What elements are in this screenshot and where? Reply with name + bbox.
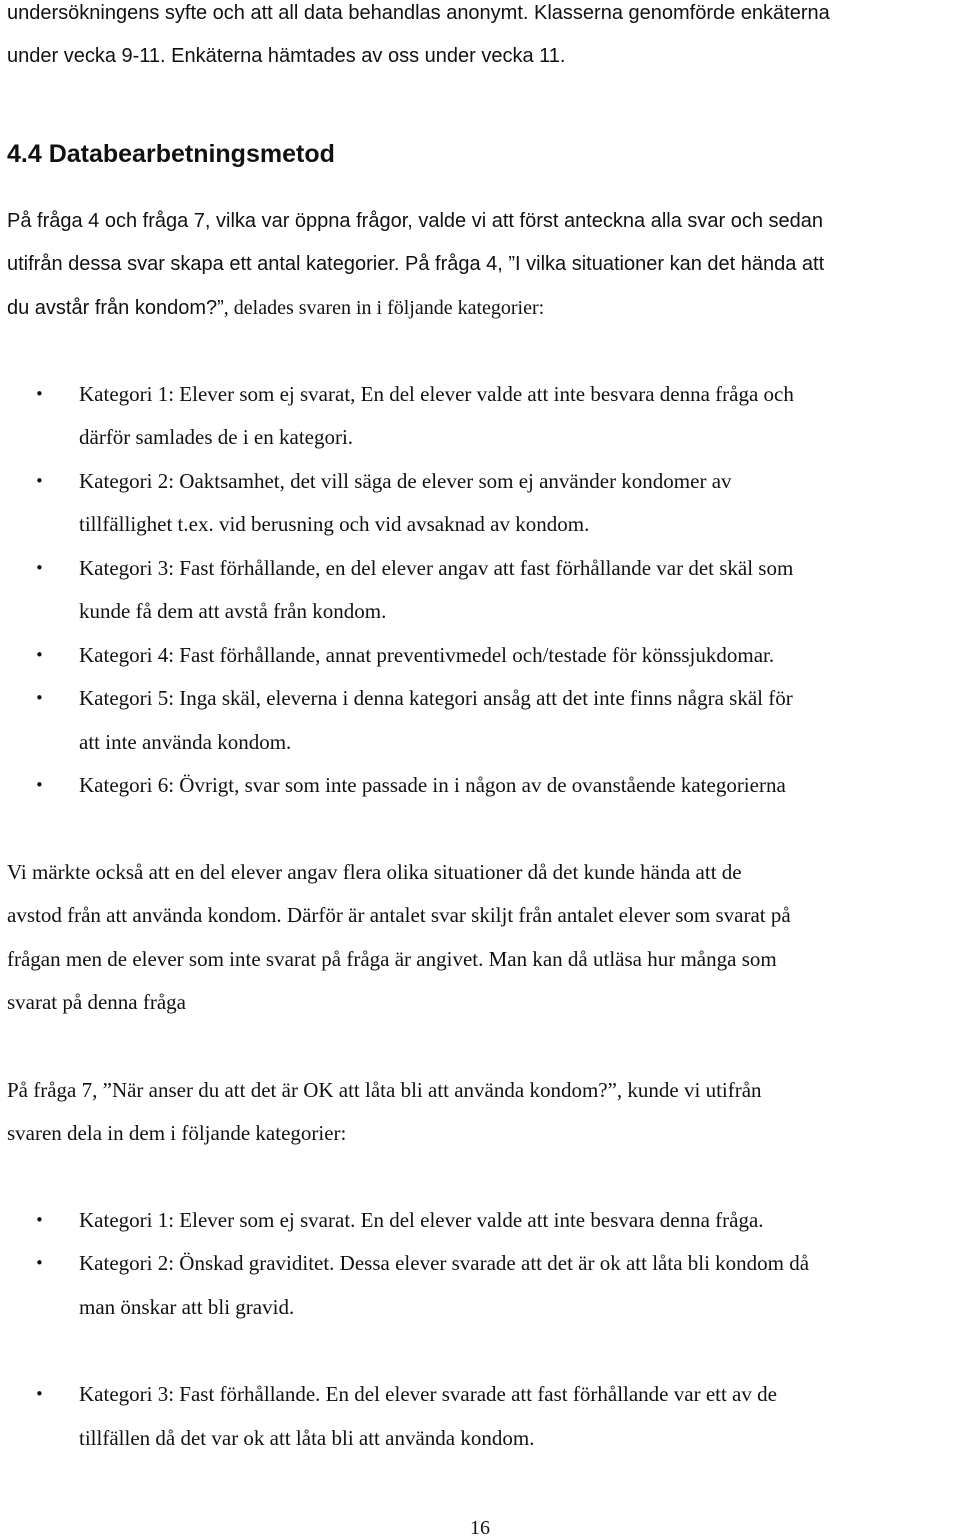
paragraph-2-line-1: Vi märkte också att en del elever angav flera olika situationer då det kunde hända att de [7,860,742,884]
list-item-text: Kategori 4: Fast förhållande, annat preventivmedel och/testade för könssjukdomar. [79,643,775,667]
paragraph-2-line-3: frågan men de elever som inte svarat på fråga är angivet. Man kan då utläsa hur många som [7,947,777,971]
paragraph-1-line-2: utifrån dessa svar skapa ett antal kategorier. På fråga 4, ”I vilka situationer kan det hända att [7,253,825,275]
paragraph-2-line-4: svarat på denna fråga [7,990,186,1014]
list-item-text-continued: kunde få dem att avstå från kondom. [79,599,387,623]
list-item-text: Kategori 3: Fast förhållande, en del elever angav att fast förhållande var det skäl som [79,556,794,580]
list-item-text: Kategori 2: Önskad graviditet. Dessa elever svarade att det är ok att låta bli kondom då [79,1251,810,1275]
list-item-text: Kategori 1: Elever som ej svarat. En del elever valde att inte besvara denna fråga. [79,1208,764,1232]
paragraph-1-question: du avstår från kondom?” [7,297,224,319]
bullet-icon: • [35,472,44,490]
paragraph-3-line-1: På fråga 7, ”När anser du att det är OK att låta bli att använda kondom?”, kunde vi utifrån [7,1078,762,1102]
paragraph-2-line-2: avstod från att använda kondom. Därför är antalet svar skiljt från antalet elever som svarat på [7,903,791,927]
list-item-text-continued: därför samlades de i en kategori. [79,425,354,449]
list-item-text: Kategori 6: Övrigt, svar som inte passade in i någon av de ovanstående kategorierna [79,773,786,797]
bullet-icon: • [35,646,44,664]
list-item-text-continued: att inte använda kondom. [79,730,292,754]
page-number: 16 [470,1517,490,1539]
list-item-text: Kategori 5: Inga skäl, eleverna i denna kategori ansåg att det inte finns några skäl för [79,686,793,710]
intro-line-2: under vecka 9-11. Enkäterna hämtades av oss under vecka 11. [7,45,566,67]
paragraph-3-line-2: svaren dela in dem i följande kategorier: [7,1121,347,1145]
list-item-text: Kategori 1: Elever som ej svarat, En del elever valde att inte besvara denna fråga och [79,382,794,406]
paragraph-1-line-1: På fråga 4 och fråga 7, vilka var öppna frågor, valde vi att först anteckna alla svar och sedan [7,210,824,232]
bullet-icon: • [35,776,44,794]
bullet-icon: • [35,385,44,403]
list-item-text: Kategori 2: Oaktsamhet, det vill säga de elever som ej använder kondomer av [79,469,732,493]
bullet-icon: • [35,559,44,577]
bullet-icon: • [35,689,44,707]
bullet-icon: • [35,1254,44,1272]
section-heading: 4.4 Databearbetningsmetod [7,140,335,168]
intro-line-1: undersökningens syfte och att all data behandlas anonymt. Klasserna genomförde enkäterna [7,2,830,24]
paragraph-1-continuation: , delades svaren in i följande kategorier: [223,297,545,319]
list-item-text-continued: tillfällen då det var ok att låta bli att använda kondom. [79,1426,535,1450]
list-item-text-continued: man önskar att bli gravid. [79,1295,295,1319]
bullet-icon: • [35,1385,44,1403]
bullet-icon: • [35,1211,44,1229]
list-item-text: Kategori 3: Fast förhållande. En del elever svarade att fast förhållande var ett av de [79,1382,777,1406]
paragraph-1-line-3 [7,296,544,320]
list-item-text-continued: tillfällighet t.ex. vid berusning och vid avsaknad av kondom. [79,512,590,536]
